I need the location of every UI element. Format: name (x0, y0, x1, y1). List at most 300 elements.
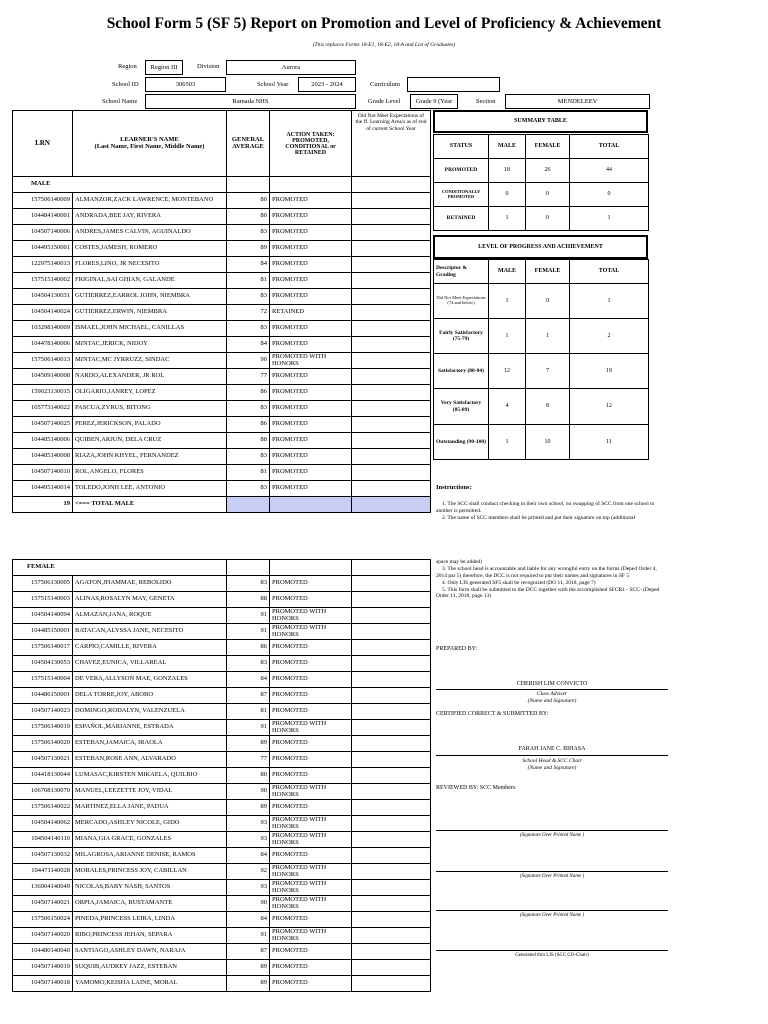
name-header: LEARNER'S NAME (Last Name, First Name, Middle Name) (73, 111, 227, 177)
lrn-cell: 157506140019 (13, 720, 73, 736)
summary-table (433, 134, 649, 231)
summary-value-cell: 0 (489, 183, 526, 207)
progress-value-cell: 1 (526, 319, 570, 354)
generated-note: Generated thru LIS (SCC CO-Chair) (515, 953, 589, 958)
average-cell: 89 (227, 800, 270, 816)
average-cell: 80 (227, 768, 270, 784)
table-row (13, 241, 431, 257)
summary-title: SUMMARY TABLE (514, 118, 567, 125)
average-cell: 72 (227, 305, 270, 321)
total-male-count: 19 (13, 497, 73, 513)
prepared-by-label: PREPARED BY: (436, 646, 478, 652)
summary-row (434, 183, 649, 207)
action-header: ACTION TAKEN: PROMOTED, CONDITIONAL or RETAINED (270, 111, 352, 177)
scc-signature-line-1 (436, 830, 668, 831)
action-cell: PROMOTED WITH HONORS (270, 896, 352, 912)
progress-label-cell: Fairly Satisfactory (75-79) (434, 319, 489, 354)
lrn-cell: 104478140006 (13, 337, 73, 353)
region-label: Region (118, 63, 137, 70)
name-cell: MANUEL,LEEZETTE JOY, VIDAL (73, 784, 227, 800)
average-cell: 83 (227, 321, 270, 337)
lrn-cell: 157506130005 (13, 576, 73, 592)
action-cell: PROMOTED (270, 800, 352, 816)
not-meet-cell (352, 337, 431, 353)
head-signature-line (436, 755, 668, 756)
not-meet-cell (352, 241, 431, 257)
lrn-cell: 104507140006 (13, 225, 73, 241)
table-row (13, 225, 431, 241)
not-meet-cell (352, 321, 431, 337)
head-note: (Name and Signature) (527, 765, 577, 771)
grade-level-field: Grade 9 (Year (410, 94, 458, 109)
not-meet-cell (352, 481, 431, 497)
not-meet-cell (352, 449, 431, 465)
table-row (13, 688, 431, 704)
table-row (13, 656, 431, 672)
name-cell: MORALES,PRINCESS JOY, CABILLAN (73, 864, 227, 880)
not-meet-cell (352, 433, 431, 449)
progress-label-cell: Outstanding (90-100) (434, 425, 489, 460)
male-label: MALE (13, 177, 73, 193)
not-meet-cell (352, 353, 431, 369)
progress-value-cell: 11 (570, 425, 649, 460)
average-cell: 89 (227, 736, 270, 752)
curriculum-field (407, 77, 500, 92)
name-cell: ESTEBAN,ROSE ANN, ALVARADO (73, 752, 227, 768)
not-meet-cell (352, 257, 431, 273)
summary-label-cell: CONDITIONALLY PROMOTED (434, 183, 489, 207)
lrn-cell: 104484140001 (13, 209, 73, 225)
table-row (13, 193, 431, 209)
scc-signature-line-3 (436, 910, 668, 911)
not-meet-cell (352, 960, 431, 976)
average-cell: 84 (227, 337, 270, 353)
school-name-field: Ramada NHS (145, 94, 356, 109)
not-meet-cell (352, 768, 431, 784)
lrn-cell: 104418130044 (13, 768, 73, 784)
table-row (13, 209, 431, 225)
page-title: School Form 5 (SF 5) Report on Promotion and Level of Proficiency & Achievement (106, 15, 662, 32)
progress-value-cell: 8 (526, 389, 570, 425)
name-cell: MILAGROSA,ARIANNE DENISE, RAMOS (73, 848, 227, 864)
progress-row (434, 354, 649, 389)
instructions-title: Instructions: (436, 484, 472, 491)
school-id-label: School ID (112, 81, 139, 88)
not-meet-header: Did Not Meet Expectations of the ff. Learning Area/s as of end of current School Year (352, 111, 431, 177)
name-cell: SANTIAGO,ASHLEY DAWN, NARAJA (73, 944, 227, 960)
progress-row (434, 425, 649, 460)
average-cell: 93 (227, 816, 270, 832)
table-row (13, 720, 431, 736)
name-cell: ALMANZOR,ZACK LAWRENCE, MONTEBANO (73, 193, 227, 209)
lrn-cell: 104507140025 (13, 417, 73, 433)
average-cell: 83 (227, 401, 270, 417)
action-cell: PROMOTED (270, 337, 352, 353)
instructions-part1 (436, 501, 666, 521)
progress-value-cell: 0 (526, 284, 570, 319)
summary-row (434, 207, 649, 231)
instruction-4: 4. Only LIS generated SF5 shall be recognized (DO 11, 2018, page 7) (442, 579, 596, 586)
average-cell: 80 (227, 193, 270, 209)
name-cell: ORPIA,JAMAICA, BUSTAMANTE (73, 896, 227, 912)
lrn-cell: 157506140017 (13, 640, 73, 656)
lrn-cell: 106708130070 (13, 784, 73, 800)
name-cell: MARTINEZ,ELLA JANE, PADUA (73, 800, 227, 816)
table-row (13, 481, 431, 497)
summary-label-cell: PROMOTED (434, 159, 489, 183)
scc-signature-line-2 (436, 871, 668, 872)
table-row (13, 592, 431, 608)
action-cell: PROMOTED (270, 960, 352, 976)
action-cell: RETAINED (270, 305, 352, 321)
table-row (13, 640, 431, 656)
summary-row (434, 159, 649, 183)
average-cell: 91 (227, 608, 270, 624)
lrn-cell: 157506140009 (13, 193, 73, 209)
average-cell: 89 (227, 976, 270, 992)
action-cell: PROMOTED (270, 449, 352, 465)
name-cell: MIANA,GIA GRACE, GONZALES (73, 832, 227, 848)
name-cell: FRIGINAL,SAI GHIAN, GALANDE (73, 273, 227, 289)
instructions-part2 (436, 559, 668, 600)
action-cell: PROMOTED WITH HONORS (270, 720, 352, 736)
head-name: FARAH JANE C. BIHASA (518, 746, 586, 752)
female-label: FEMALE (13, 560, 73, 576)
progress-value-cell: 1 (489, 284, 526, 319)
average-cell: 83 (227, 576, 270, 592)
table-row (13, 257, 431, 273)
action-cell: PROMOTED (270, 417, 352, 433)
table-row (13, 784, 431, 800)
average-cell: 87 (227, 688, 270, 704)
female-label-row (13, 560, 431, 576)
action-cell: PROMOTED (270, 369, 352, 385)
school-year-label: School Year (257, 81, 289, 88)
progress-header-cell: MALE (489, 260, 526, 284)
page-subtitle: (This replaces Forms 18-E1, 18-E2, 18-A and List of Graduates) (312, 42, 456, 48)
female-table (12, 559, 431, 992)
table-row (13, 768, 431, 784)
name-cell: ISMAEL,JOHN MICHAEL, CANILLAS (73, 321, 227, 337)
lrn-cell: 104507140021 (13, 896, 73, 912)
name-cell: MINTAC,MC JYRRUZZ, SINDAC (73, 353, 227, 369)
action-cell: PROMOTED (270, 401, 352, 417)
progress-header-cell: Descriptor & Grading (434, 260, 489, 284)
name-cell: MINTAC,JERICK, NIDOY (73, 337, 227, 353)
certified-label: CERTIFIED CORRECT & SUBMITTED BY: (436, 711, 549, 717)
average-cell: 84 (227, 672, 270, 688)
name-cell: BATACAN,ALYSSA JANE, NECESITO (73, 624, 227, 640)
action-cell: PROMOTED (270, 752, 352, 768)
average-cell: 77 (227, 369, 270, 385)
action-cell: PROMOTED (270, 193, 352, 209)
not-meet-cell (352, 193, 431, 209)
name-cell: PEREZ,JERICKSON, PALADO (73, 417, 227, 433)
average-cell: 86 (227, 385, 270, 401)
action-cell: PROMOTED (270, 257, 352, 273)
instruction-2-cont: space may be added) (436, 559, 482, 565)
average-cell: 90 (227, 784, 270, 800)
progress-header-row (434, 260, 649, 284)
table-row (13, 305, 431, 321)
table-row (13, 369, 431, 385)
average-cell: 91 (227, 624, 270, 640)
not-meet-cell (352, 736, 431, 752)
adviser-signature-line (436, 689, 668, 690)
name-cell: OLIGARIO,JANREY, LOPEZ (73, 385, 227, 401)
lrn-cell: 157506140022 (13, 800, 73, 816)
progress-value-cell: 1 (489, 425, 526, 460)
division-label: Division (197, 63, 220, 70)
not-meet-cell (352, 608, 431, 624)
table-row (13, 608, 431, 624)
name-cell: ESTEBAN,JAMAICA, IRAOLA (73, 736, 227, 752)
table-row (13, 672, 431, 688)
not-meet-cell (352, 385, 431, 401)
progress-value-cell: 1 (570, 284, 649, 319)
name-cell: PINEDA,PRINCESS LEIRA, LINDA (73, 912, 227, 928)
scc-signature-3: (Signature Over Printed Name ) (519, 913, 585, 918)
action-cell: PROMOTED (270, 433, 352, 449)
table-row (13, 704, 431, 720)
not-meet-cell (352, 656, 431, 672)
table-row (13, 976, 431, 992)
not-meet-cell (352, 976, 431, 992)
summary-header-cell: MALE (489, 135, 526, 159)
total-male-row (13, 497, 431, 513)
male-table (12, 110, 431, 513)
progress-label-cell: Did Not Meet Expectations (74 and below) (434, 284, 489, 319)
lrn-cell: 104486150001 (13, 688, 73, 704)
name-cell: ALMAZAN,JANA, ROQUE (73, 608, 227, 624)
progress-value-cell: 1 (489, 319, 526, 354)
name-cell: TOLEDO,JONH LEE, ANTONIO (73, 481, 227, 497)
average-cell: 86 (227, 417, 270, 433)
action-cell: PROMOTED WITH HONORS (270, 608, 352, 624)
lrn-cell: 157515140003 (13, 592, 73, 608)
lrn-cell: 104495140014 (13, 481, 73, 497)
not-meet-cell (352, 576, 431, 592)
not-meet-cell (352, 640, 431, 656)
action-cell: PROMOTED (270, 289, 352, 305)
lrn-cell: 104507140020 (13, 928, 73, 944)
table-row (13, 880, 431, 896)
lrn-cell: 104471140028 (13, 864, 73, 880)
progress-row (434, 284, 649, 319)
not-meet-cell (352, 848, 431, 864)
curriculum-label: Curriculum (370, 81, 400, 88)
total-male-label: <=== TOTAL MALE (73, 497, 227, 513)
name-cell: COSTES,JAMESH, ROMERO (73, 241, 227, 257)
table-row (13, 465, 431, 481)
table-row (13, 417, 431, 433)
progress-label-cell: Satisfactory (80-84) (434, 354, 489, 389)
name-cell: QUIBEN,ARJUN, DELA CRUZ (73, 433, 227, 449)
section-field: MENDELEEV (505, 94, 650, 109)
lrn-cell: 104504130031 (13, 289, 73, 305)
progress-value-cell: 12 (489, 354, 526, 389)
name-cell: NARDO,ALEXANDER, JR ROL (73, 369, 227, 385)
not-meet-cell (352, 273, 431, 289)
lrn-header: LRN (13, 111, 73, 177)
average-cell: 81 (227, 465, 270, 481)
not-meet-cell (352, 864, 431, 880)
average-cell: 83 (227, 656, 270, 672)
progress-value-cell: 10 (526, 425, 570, 460)
progress-value-cell: 19 (570, 354, 649, 389)
table-row (13, 624, 431, 640)
average-cell: 83 (227, 449, 270, 465)
table-row (13, 912, 431, 928)
action-cell: PROMOTED (270, 321, 352, 337)
action-cell: PROMOTED (270, 273, 352, 289)
average-cell: 91 (227, 720, 270, 736)
lrn-cell: 104507140018 (13, 976, 73, 992)
not-meet-cell (352, 832, 431, 848)
not-meet-cell (352, 880, 431, 896)
not-meet-cell (352, 720, 431, 736)
name-cell: PASCUA,ZYRUS, BITONG (73, 401, 227, 417)
division-field: Aurora (226, 60, 356, 75)
lrn-cell: 104504130053 (13, 656, 73, 672)
name-cell: AGATON,JHAMMAE, REBOLIDO (73, 576, 227, 592)
not-meet-cell (352, 225, 431, 241)
action-cell: PROMOTED (270, 209, 352, 225)
table-row (13, 896, 431, 912)
not-meet-cell (352, 784, 431, 800)
lrn-cell: 122975140013 (13, 257, 73, 273)
lrn-cell: 103298140009 (13, 321, 73, 337)
table-row (13, 433, 431, 449)
table-row (13, 960, 431, 976)
average-cell: 80 (227, 209, 270, 225)
name-cell: NICOLAS,BABY NASH, SANTOS (73, 880, 227, 896)
table-row (13, 848, 431, 864)
summary-value-cell: 18 (489, 159, 526, 183)
average-cell: 92 (227, 864, 270, 880)
lrn-cell: 105773140022 (13, 401, 73, 417)
lrn-cell: 104507130032 (13, 848, 73, 864)
lrn-cell: 104504140110 (13, 832, 73, 848)
table-row (13, 800, 431, 816)
lrn-cell: 104485150001 (13, 624, 73, 640)
table-row (13, 337, 431, 353)
action-cell: PROMOTED (270, 944, 352, 960)
action-cell: PROMOTED (270, 592, 352, 608)
action-cell: PROMOTED (270, 385, 352, 401)
lrn-cell: 159023130015 (13, 385, 73, 401)
not-meet-cell (352, 896, 431, 912)
summary-header-cell: TOTAL (570, 135, 649, 159)
action-cell: PROMOTED (270, 672, 352, 688)
progress-label-cell: Very Satisfactory (85-89) (434, 389, 489, 425)
name-cell: ROL,ANGELO, FLORES (73, 465, 227, 481)
table-header-row (13, 111, 431, 177)
name-cell: YAMOMO,KEISHA LAINE, MORAL (73, 976, 227, 992)
average-cell: 90 (227, 896, 270, 912)
action-cell: PROMOTED (270, 912, 352, 928)
lrn-cell: 104507130021 (13, 752, 73, 768)
not-meet-cell (352, 704, 431, 720)
average-cell: 84 (227, 257, 270, 273)
average-cell: 86 (227, 640, 270, 656)
grade-level-label: Grade Level (368, 98, 401, 105)
progress-header-cell: FEMALE (526, 260, 570, 284)
action-cell: PROMOTED (270, 640, 352, 656)
progress-row (434, 389, 649, 425)
summary-value-cell: 1 (489, 207, 526, 231)
lrn-cell: 136904140049 (13, 880, 73, 896)
adviser-role: Class Adviser (536, 691, 568, 697)
average-cell: 87 (227, 944, 270, 960)
instruction-5: 5. This form shall be submitted to the DCC together with the accomplished SFCR1 - SCC- (Deped Order 11, 2018, page 13) (436, 586, 660, 600)
not-meet-cell (352, 752, 431, 768)
name-cell: FLORES,LINO, JR NECESITO (73, 257, 227, 273)
average-cell: 90 (227, 353, 270, 369)
not-meet-cell (352, 369, 431, 385)
average-cell: 93 (227, 832, 270, 848)
summary-header-row (434, 135, 649, 159)
action-cell: PROMOTED (270, 704, 352, 720)
action-cell: PROMOTED (270, 976, 352, 992)
table-row (13, 321, 431, 337)
lrn-cell: 157506140013 (13, 353, 73, 369)
summary-header-cell: STATUS (434, 135, 489, 159)
summary-label-cell: RETAINED (434, 207, 489, 231)
name-cell: ALINAS,ROSALYN MAY, GENETA (73, 592, 227, 608)
average-cell: 83 (227, 225, 270, 241)
name-cell: RIBO,PRINCESS JEHAN, SEPARA (73, 928, 227, 944)
average-cell: 84 (227, 848, 270, 864)
reviewed-label: REVIEWED BY: SCC Members (436, 785, 516, 791)
name-cell: MERCADO,ASHLEY NICOLE, GIDO (73, 816, 227, 832)
name-cell: CHAVEZ,EUNICA, VILLAREAL (73, 656, 227, 672)
not-meet-cell (352, 465, 431, 481)
scc-signature-2: (Signature Over Printed Name ) (519, 874, 585, 879)
name-cell: ANDRES,JAMES CALVIN, AGUINALDO (73, 225, 227, 241)
table-row (13, 944, 431, 960)
table-row (13, 816, 431, 832)
name-cell: CARPIO,CAMILLE, RIVERA (73, 640, 227, 656)
not-meet-cell (352, 401, 431, 417)
instruction-3: 3. The school head is accountable and liable for any wrongful entry on the forms (Deped Order 4, 2014 par 5) therefore, the DCC is not required to put their names and signatures in SF 5 (436, 565, 657, 579)
average-cell: 84 (227, 912, 270, 928)
table-row (13, 401, 431, 417)
action-cell: PROMOTED WITH HONORS (270, 864, 352, 880)
name-cell: RIAZA,JOHN KHYEL, FERNANDEZ (73, 449, 227, 465)
table-row (13, 289, 431, 305)
table-row (13, 273, 431, 289)
lrn-cell: 104507140019 (13, 960, 73, 976)
name-cell: DOMINGO,RODALYN, VALENZUELA (73, 704, 227, 720)
summary-header-cell: FEMALE (526, 135, 570, 159)
name-cell: ESPAÑOL,MARIANNE, ESTRADA (73, 720, 227, 736)
lrn-cell: 157515140004 (13, 672, 73, 688)
school-name-label: School Name (102, 98, 138, 105)
progress-header-cell: TOTAL (570, 260, 649, 284)
lrn-cell: 104507140010 (13, 465, 73, 481)
name-cell: LUMASAC,KIRSTEN MIKAELA, QUILBIO (73, 768, 227, 784)
lrn-cell: 104485140006 (13, 433, 73, 449)
name-cell: GUTIERREZ,ERWIN, NIEMBRA (73, 305, 227, 321)
summary-value-cell: 1 (570, 207, 649, 231)
average-cell: 81 (227, 273, 270, 289)
average-header: GENERAL AVERAGE (227, 111, 270, 177)
action-cell: PROMOTED WITH HONORS (270, 880, 352, 896)
table-row (13, 576, 431, 592)
lrn-cell: 104485140008 (13, 449, 73, 465)
action-cell: PROMOTED (270, 576, 352, 592)
